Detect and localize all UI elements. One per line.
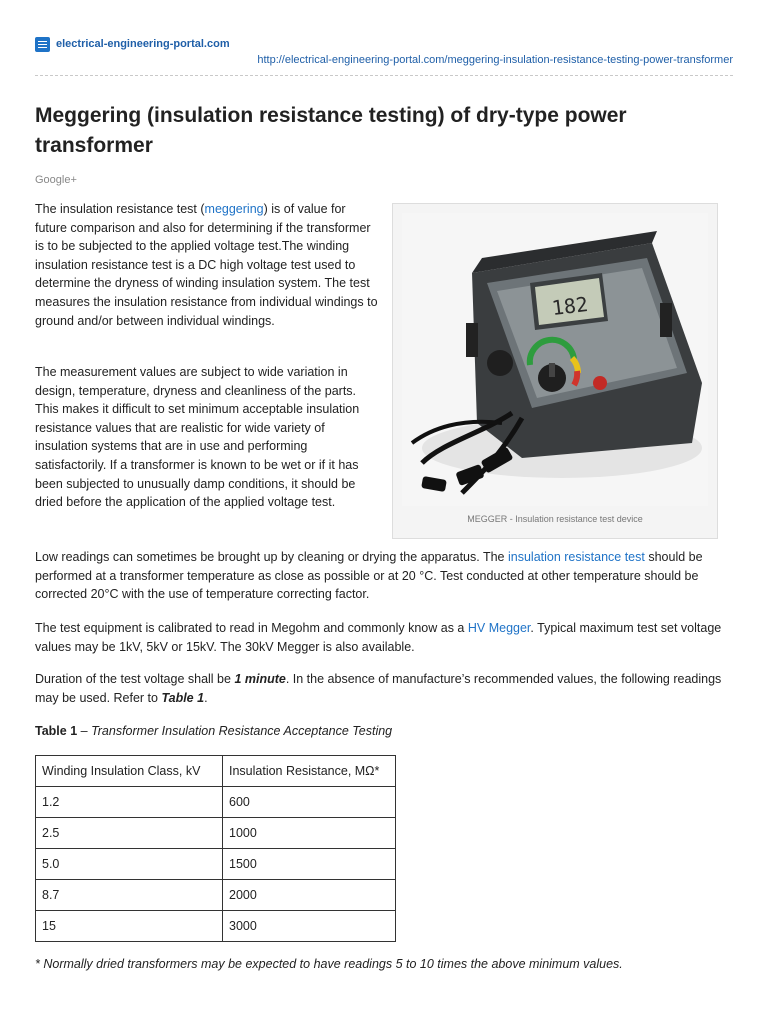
table-cell: 8.7 bbox=[36, 880, 223, 911]
table-row bbox=[36, 880, 396, 911]
duration-emphasis: 1 minute bbox=[234, 672, 286, 686]
paragraph-test-equipment bbox=[35, 619, 740, 656]
site-row[interactable] bbox=[35, 35, 733, 53]
site-logo-icon bbox=[35, 37, 50, 52]
table-row bbox=[36, 818, 396, 849]
text: The test equipment is calibrated to read in Megohm and commonly know as a bbox=[35, 621, 468, 635]
insulation-resistance-table bbox=[35, 755, 396, 942]
table-cell: 1500 bbox=[223, 849, 396, 880]
megger-device-image bbox=[402, 213, 708, 506]
insulation-resistance-test-link[interactable]: insulation resistance test bbox=[507, 550, 645, 564]
table-cell: 3000 bbox=[223, 911, 396, 942]
table-cell: 600 bbox=[223, 787, 396, 818]
text: The insulation resistance test ( bbox=[35, 202, 205, 216]
text: . Typical maximum test set voltage values may be 1kV, 5kV or 15kV. The 30kV Megger is also available. bbox=[35, 621, 722, 654]
table-row bbox=[36, 911, 396, 942]
article-title: Meggering (insulation resistance testing) of dry-type power transformer bbox=[35, 104, 627, 157]
paragraph-variation: The measurement values are subject to wide variation in design, temperature, dryness and cleanliness of the parts. This makes it difficult to set minimum acceptable insulation resistance values that are realistic for wide variety of insulation systems that are in use and performing satisfactorily. If a transformer is known to be wet or if it has been subjected to unusually damp conditions, it should be dried before the application of the applied voltage test. bbox=[35, 365, 360, 510]
table-cell: 1.2 bbox=[36, 787, 223, 818]
header-divider bbox=[35, 75, 733, 76]
text: should be performed at a transformer temperature as close as possible or at 20 °C. Test conducted at other temperature should be corrected 20°C with the use of temperature correcting factor. bbox=[35, 550, 703, 602]
figure-caption: MEGGER - Insulation resistance test device bbox=[467, 514, 643, 524]
source-url-link[interactable]: http://electrical-engineering-portal.com/meggering-insulation-resistance-testing-power-transformer bbox=[257, 54, 733, 66]
megger-device-illustration bbox=[402, 213, 708, 506]
table-footnote: * Normally dried transformers may be expected to have readings 5 to 10 times the above minimum values. bbox=[35, 957, 623, 971]
table-label: Table 1 bbox=[35, 724, 78, 738]
paragraph-low-readings bbox=[35, 548, 740, 604]
text: ) is of value for future comparison and also for determining if the transformer is to be subjected to the applied voltage test.The winding insulation resistance test is a DC high voltage test used to determine the dryness of winding insulation system. The test measures the insulation resistance from individual windings to ground and/or between individual windings. bbox=[35, 202, 378, 328]
paragraph-intro bbox=[35, 200, 380, 330]
text: . bbox=[204, 690, 208, 705]
google-plus-link[interactable]: Google+ bbox=[35, 174, 77, 186]
table-row bbox=[36, 849, 396, 880]
page-header bbox=[35, 35, 733, 67]
table-caption-title: Transformer Insulation Resistance Acceptance Testing bbox=[91, 724, 393, 738]
table-caption bbox=[35, 722, 740, 741]
table-header-cell: Winding Insulation Class, kV bbox=[36, 756, 223, 787]
hv-megger-link[interactable]: HV Megger bbox=[467, 621, 531, 635]
text: Duration of the test voltage shall be bbox=[35, 672, 235, 686]
table-cell: 1000 bbox=[223, 818, 396, 849]
text: Low readings can sometimes be brought up by cleaning or drying the apparatus. The bbox=[35, 550, 508, 564]
table-cell: 2.5 bbox=[36, 818, 223, 849]
table-caption-separator: – bbox=[77, 724, 92, 738]
site-name-link[interactable]: electrical-engineering-portal.com bbox=[56, 38, 230, 50]
text: . In the absence of manufacture’s recommended values, the following readings may be used. Refer to bbox=[35, 672, 722, 705]
display-readout: 182 bbox=[550, 291, 590, 321]
table-cell: 2000 bbox=[223, 880, 396, 911]
table-ref-emphasis: Table 1 bbox=[161, 690, 205, 705]
table-cell: 15 bbox=[36, 911, 223, 942]
paragraph-duration bbox=[35, 670, 740, 707]
table-header-cell: Insulation Resistance, MΩ* bbox=[223, 756, 396, 787]
table-row bbox=[36, 787, 396, 818]
megger-figure bbox=[392, 203, 718, 539]
table-header-row bbox=[36, 756, 396, 787]
table-cell: 5.0 bbox=[36, 849, 223, 880]
meggering-link[interactable]: meggering bbox=[204, 202, 264, 216]
